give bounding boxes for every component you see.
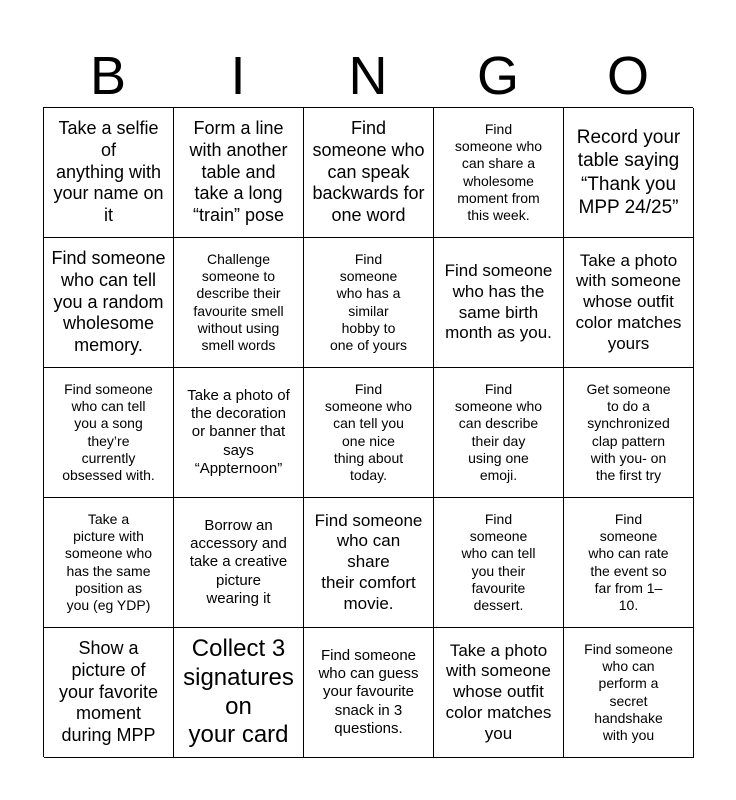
bingo-cell-r4-c4[interactable] [434,498,564,628]
cell-text: Find someone who can tell you a random wholesome memory. [51,247,166,356]
cell-text: Take a photo with someone whose outfit color matches yours [575,250,682,353]
cell-text: Take a picture with someone who has the same position as you (eg YDP) [64,511,153,613]
header-letter-b: B [89,46,127,106]
bingo-cell-r3-c5[interactable] [564,368,694,498]
header-letter-g: G [476,46,519,106]
cell-text: Find someone who can describe their day using one emoji. [454,381,543,483]
cell-text: Challenge someone to describe their favourite smell without using smell words [193,251,284,353]
cell-text: Borrow an accessory and take a creative picture wearing it [189,516,288,607]
bingo-cell-r4-c2[interactable] [174,498,304,628]
bingo-cell-r3-c1[interactable] [44,368,174,498]
bingo-cell-r5-c4[interactable] [434,628,564,758]
bingo-cell-r1-c3[interactable] [304,108,434,238]
cell-text: Find someone who can perform a secret handshake with you [584,641,673,743]
bingo-cell-r3-c4[interactable] [434,368,564,498]
bingo-cell-r5-c1[interactable] [44,628,174,758]
bingo-cell-r1-c5[interactable] [564,108,694,238]
bingo-header [43,44,693,108]
bingo-cell-r4-c3[interactable] [304,498,434,628]
bingo-cell-r5-c3[interactable] [304,628,434,758]
cell-text: Find someone who can share a wholesome moment from this week. [454,121,543,223]
cell-text: Take a photo with someone whose outfit color matches you [445,640,552,743]
bingo-cell-r4-c1[interactable] [44,498,174,628]
header-letter-n: N [348,46,388,106]
cell-text: Get someone to do a synchronized clap pattern with you- on the first try [586,381,671,483]
cell-text: Find someone who can tell you a song they’re currently obsessed with. [62,381,155,483]
cell-text: Take a photo of the decoration or banner that says “Appternoon” [187,386,290,477]
bingo-cell-r1-c2[interactable] [174,108,304,238]
cell-text: Take a selfie of anything with your name on it [53,117,164,226]
bingo-cell-r2-c3[interactable] [304,238,434,368]
cell-text: Find someone who can rate the event so far from 1– 10. [588,511,669,613]
bingo-cell-r5-c2[interactable] [174,628,304,758]
bingo-grid [43,107,693,757]
cell-text: Find someone who has a similar hobby to one of yours [329,251,408,353]
cell-text: Find someone who can share their comfort movie. [314,510,423,613]
cell-text: Record your table saying “Thank you MPP 24/25” [576,127,681,218]
bingo-cell-r2-c2[interactable] [174,238,304,368]
bingo-cell-r2-c1[interactable] [44,238,174,368]
cell-text: Form a line with another table and take a long “train” pose [189,117,288,226]
bingo-cell-r3-c3[interactable] [304,368,434,498]
bingo-cell-r1-c4[interactable] [434,108,564,238]
bingo-cell-r2-c4[interactable] [434,238,564,368]
cell-text: Show a picture of your favorite moment during MPP [58,637,159,746]
cell-text: Find someone who can tell you their favourite dessert. [461,511,536,613]
header-letter-o: O [606,46,649,106]
bingo-cell-r1-c1[interactable] [44,108,174,238]
bingo-cell-r5-c5[interactable] [564,628,694,758]
cell-text: Find someone who can guess your favourite snack in 3 questions. [318,646,419,737]
cell-text: Find someone who has the same birth month as you. [444,261,553,343]
bingo-cell-r3-c2[interactable] [174,368,304,498]
cell-text: Collect 3 signatures on your card [183,634,294,749]
bingo-cell-r4-c5[interactable] [564,498,694,628]
cell-text: Find someone who can speak backwards for one word [312,117,425,226]
header-letter-i: I [230,46,246,106]
bingo-cell-r2-c5[interactable] [564,238,694,368]
cell-text: Find someone who can tell you one nice thing about today. [324,381,413,483]
